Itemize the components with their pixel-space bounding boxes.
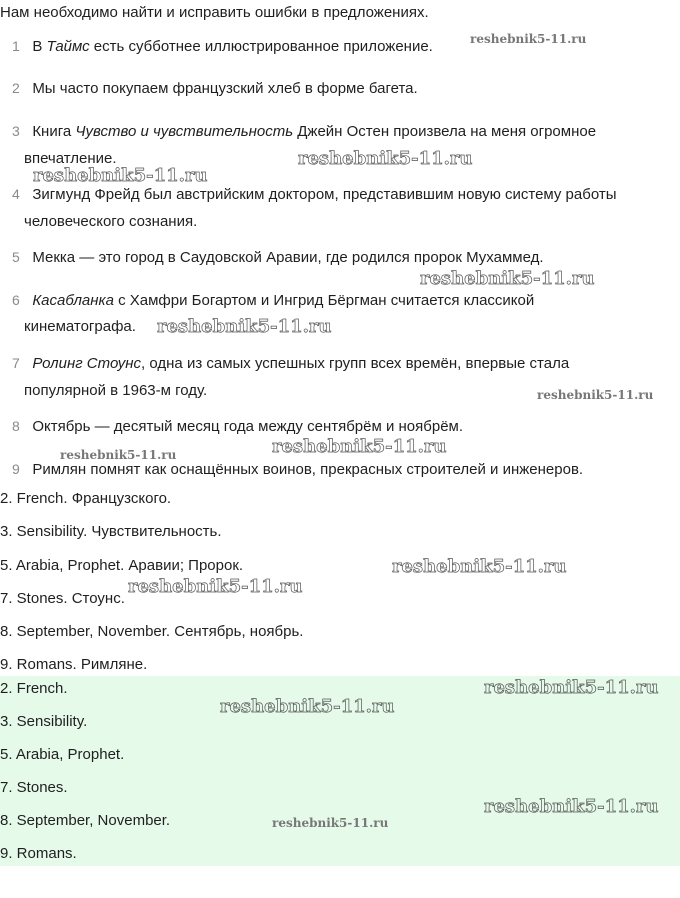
- sentence-6-line2: кинематографа.: [24, 318, 136, 335]
- sentence-3: 3 Книга Чувство и чувствительность Джейн Остен произвела на меня огромное: [12, 123, 597, 140]
- item-number: 8: [12, 418, 20, 434]
- answer-line: 9. Romans. Римляне.: [0, 656, 148, 673]
- watermark: reshebnik5-11.ru: [484, 796, 659, 817]
- item-number: 4: [12, 186, 20, 202]
- sentence-7: 7 Ролинг Стоунс, одна из самых успешных групп всех времён, впервые стала: [12, 355, 570, 372]
- watermark: reshebnik5-11.ru: [420, 268, 595, 289]
- sentence-2: 2 Мы часто покупаем французский хлеб в форме багета.: [12, 80, 418, 97]
- answer-line: 2. French. Французского.: [0, 490, 172, 507]
- sentence-9: 9 Римлян помнят как оснащённых воинов, прекрасных строителей и инженеров.: [12, 461, 584, 478]
- watermark: reshebnik5-11.ru: [537, 388, 654, 402]
- watermark: reshebnik5-11.ru: [470, 32, 587, 46]
- sentence-4: 4 Зигмунд Фрейд был австрийским доктором, представившим новую систему работы: [12, 186, 617, 203]
- item-number: 9: [12, 461, 20, 477]
- answer-key-line: 7. Stones.: [0, 779, 68, 796]
- watermark: reshebnik5-11.ru: [272, 436, 447, 457]
- item-number: 5: [12, 249, 20, 265]
- watermark: reshebnik5-11.ru: [484, 677, 659, 698]
- sentence-1: 1 В Таймс есть субботнее иллюстрированное приложение.: [12, 38, 433, 55]
- sentence-6: 6 Касабланка с Хамфри Богартом и Ингрид Бёргман считается классикой: [12, 292, 535, 309]
- answer-line: 5. Arabia, Prophet. Аравии; Пророк.: [0, 557, 244, 574]
- answer-key-line: 2. French.: [0, 680, 68, 697]
- watermark: reshebnik5-11.ru: [220, 696, 395, 717]
- watermark: reshebnik5-11.ru: [60, 448, 177, 462]
- sentence-7-line2: популярной в 1963-м году.: [24, 382, 208, 399]
- answer-key-line: 9. Romans.: [0, 845, 77, 862]
- watermark: reshebnik5-11.ru: [157, 316, 332, 337]
- watermark: reshebnik5-11.ru: [33, 165, 208, 186]
- answer-key-line: 5. Arabia, Prophet.: [0, 746, 125, 763]
- answer-line: 7. Stones. Стоунс.: [0, 590, 125, 607]
- watermark: reshebnik5-11.ru: [272, 816, 389, 830]
- sentence-8: 8 Октябрь — десятый месяц года между сентябрём и ноябрём.: [12, 418, 464, 435]
- watermark: reshebnik5-11.ru: [392, 556, 567, 577]
- answer-key-line: 3. Sensibility.: [0, 713, 88, 730]
- item-number: 6: [12, 292, 20, 308]
- answer-line: 8. September, November. Сентябрь, ноябрь.: [0, 623, 304, 640]
- sentence-5: 5 Мекка — это город в Саудовской Аравии, где родился пророк Мухаммед.: [12, 249, 544, 266]
- item-number: 3: [12, 123, 20, 139]
- item-number: 2: [12, 80, 20, 96]
- answer-line: 3. Sensibility. Чувствительность.: [0, 523, 222, 540]
- answer-key-line: 8. September, November.: [0, 812, 171, 829]
- watermark: reshebnik5-11.ru: [128, 576, 303, 597]
- sentence-3-line2: впечатление.: [24, 150, 117, 167]
- sentence-4-line2: человеческого сознания.: [24, 213, 198, 230]
- item-number: 7: [12, 355, 20, 371]
- watermark: reshebnik5-11.ru: [298, 148, 473, 169]
- item-number: 1: [12, 38, 20, 54]
- task-instruction: Нам необходимо найти и исправить ошибки в предложениях.: [0, 4, 429, 21]
